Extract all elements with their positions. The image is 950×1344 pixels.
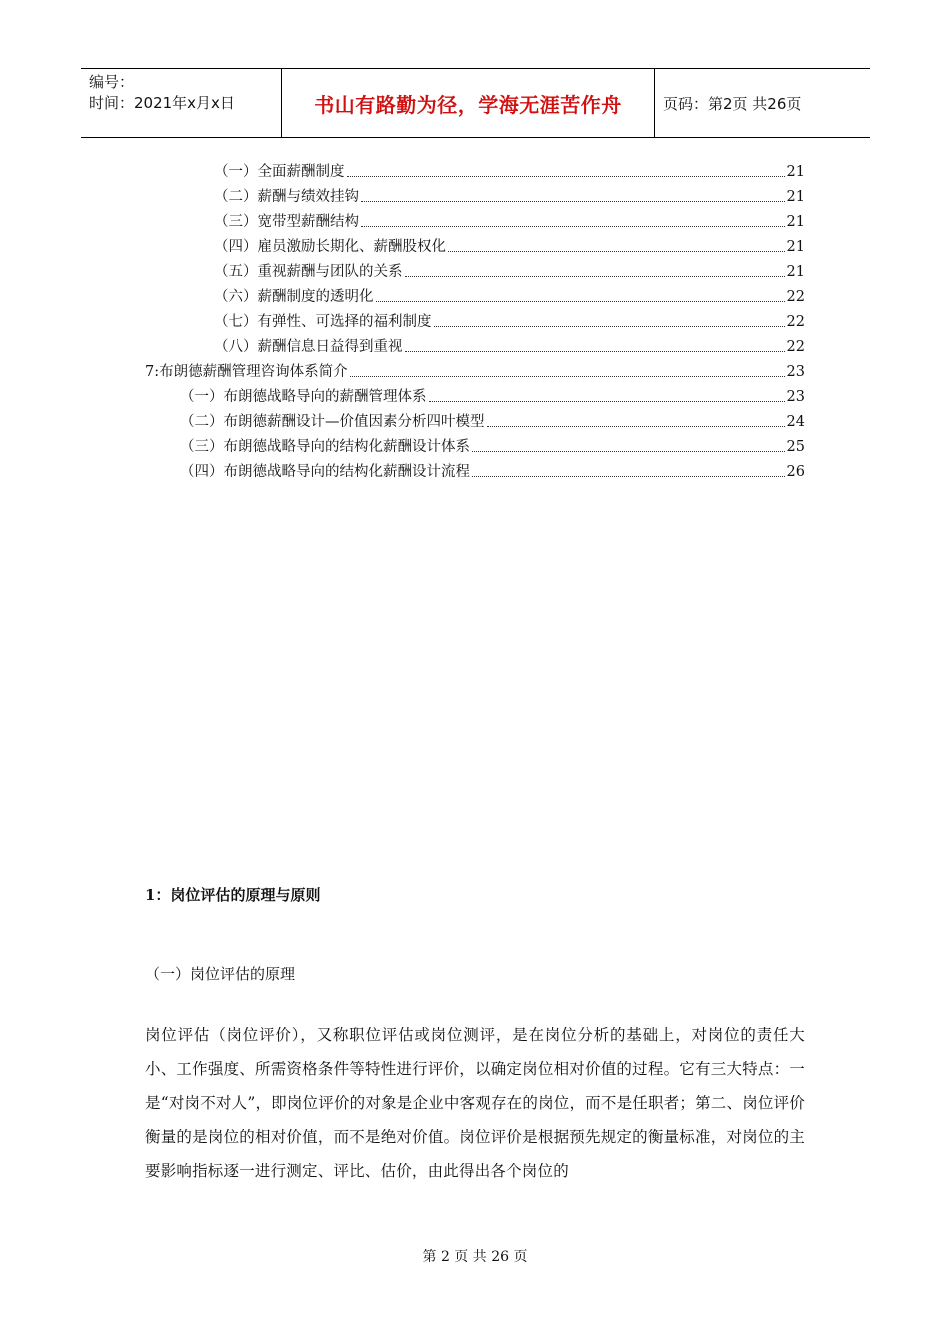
toc-entry-page: 21 [786, 264, 805, 280]
toc-leader-dots [350, 376, 785, 377]
toc-entry-page: 21 [786, 239, 805, 255]
toc-entry-page: 23 [786, 364, 805, 380]
toc-entry[interactable] [214, 333, 805, 357]
header-motto: 书山有路勤为径，学海无涯苦作舟 [282, 69, 655, 137]
toc-entry[interactable] [145, 358, 805, 382]
toc-entry-label: （六）薪酬制度的透明化 [214, 289, 374, 305]
document-number-label: 编号： [89, 73, 135, 91]
toc-leader-dots [487, 426, 785, 427]
toc-entry[interactable] [214, 183, 805, 207]
toc-entry-page: 22 [786, 339, 805, 355]
toc-entry[interactable] [214, 283, 805, 307]
toc-leader-dots [472, 476, 785, 477]
toc-entry-page: 26 [786, 464, 805, 480]
toc-entry[interactable] [180, 433, 805, 457]
toc-entry-page: 23 [786, 389, 805, 405]
toc-entry[interactable] [214, 308, 805, 332]
toc-entry-label: （八）薪酬信息日益得到重视 [214, 339, 403, 355]
section-title: 1：岗位评估的原理与原则 [145, 886, 321, 904]
toc-entry[interactable] [214, 158, 805, 182]
toc-entry-label: （五）重视薪酬与团队的关系 [214, 264, 403, 280]
toc-entry-label: （三）布朗德战略导向的结构化薪酬设计体系 [180, 439, 470, 455]
toc-leader-dots [347, 176, 785, 177]
toc-leader-dots [405, 351, 785, 352]
toc-leader-dots [434, 326, 785, 327]
toc-entry-label: （四）布朗德战略导向的结构化薪酬设计流程 [180, 464, 470, 480]
toc-entry[interactable] [180, 408, 805, 432]
toc-entry[interactable] [214, 258, 805, 282]
page-footer: 第 2 页 共 26 页 [422, 1249, 528, 1265]
toc-leader-dots [361, 201, 785, 202]
subsection-title: （一）岗位评估的原理 [145, 965, 296, 983]
toc-entry-label: （三）宽带型薪酬结构 [214, 214, 359, 230]
toc-leader-dots [448, 251, 785, 252]
toc-leader-dots [472, 451, 785, 452]
toc-entry[interactable] [180, 383, 805, 407]
toc-leader-dots [361, 226, 785, 227]
toc-entry-page: 21 [786, 189, 805, 205]
toc-entry-label: （二）薪酬与绩效挂钩 [214, 189, 359, 205]
toc-entry-label: （一）布朗德战略导向的薪酬管理体系 [180, 389, 427, 405]
toc-entry[interactable] [180, 458, 805, 482]
toc-entry-page: 22 [786, 314, 805, 330]
document-time-label: 时间：2021年x月x日 [89, 94, 235, 112]
header-page-info: 页码：第2页 共26页 [663, 94, 802, 113]
toc-leader-dots [405, 276, 785, 277]
toc-entry-label: 7:布朗德薪酬管理咨询体系简介 [145, 364, 348, 380]
toc-entry-page: 24 [786, 414, 805, 430]
header-meta [81, 69, 282, 137]
toc-leader-dots [429, 401, 785, 402]
toc-entry[interactable] [214, 208, 805, 232]
toc-entry-page: 21 [786, 214, 805, 230]
toc-leader-dots [376, 301, 785, 302]
body-paragraph: 岗位评估（岗位评价），又称职位评估或岗位测评，是在岗位分析的基础上，对岗位的责任大小、工作强度、所需资格条件等特性进行评价，以确定岗位相对价值的过程。它有三大特点：一是“对岗不对人”，即岗位评价的对象是企业中客观存在的岗位，而不是任职者；第二、岗位评价衡量的是岗位的相对价值，而不是绝对价值。岗位评价是根据预先规定的衡量标准，对岗位的主要影响指标逐一进行测定、评比、估价，由此得出各个岗位的 [145, 1026, 805, 1180]
toc-entry-page: 21 [786, 164, 805, 180]
page-header [81, 68, 870, 138]
toc-entry-label: （一）全面薪酬制度 [214, 164, 345, 180]
toc-entry[interactable] [214, 233, 805, 257]
toc-entry-page: 22 [786, 289, 805, 305]
toc-entry-label: （二）布朗德薪酬设计—价值因素分析四叶模型 [180, 414, 485, 430]
toc-entry-label: （四）雇员激励长期化、薪酬股权化 [214, 239, 446, 255]
toc-entry-page: 25 [786, 439, 805, 455]
toc-entry-label: （七）有弹性、可选择的福利制度 [214, 314, 432, 330]
